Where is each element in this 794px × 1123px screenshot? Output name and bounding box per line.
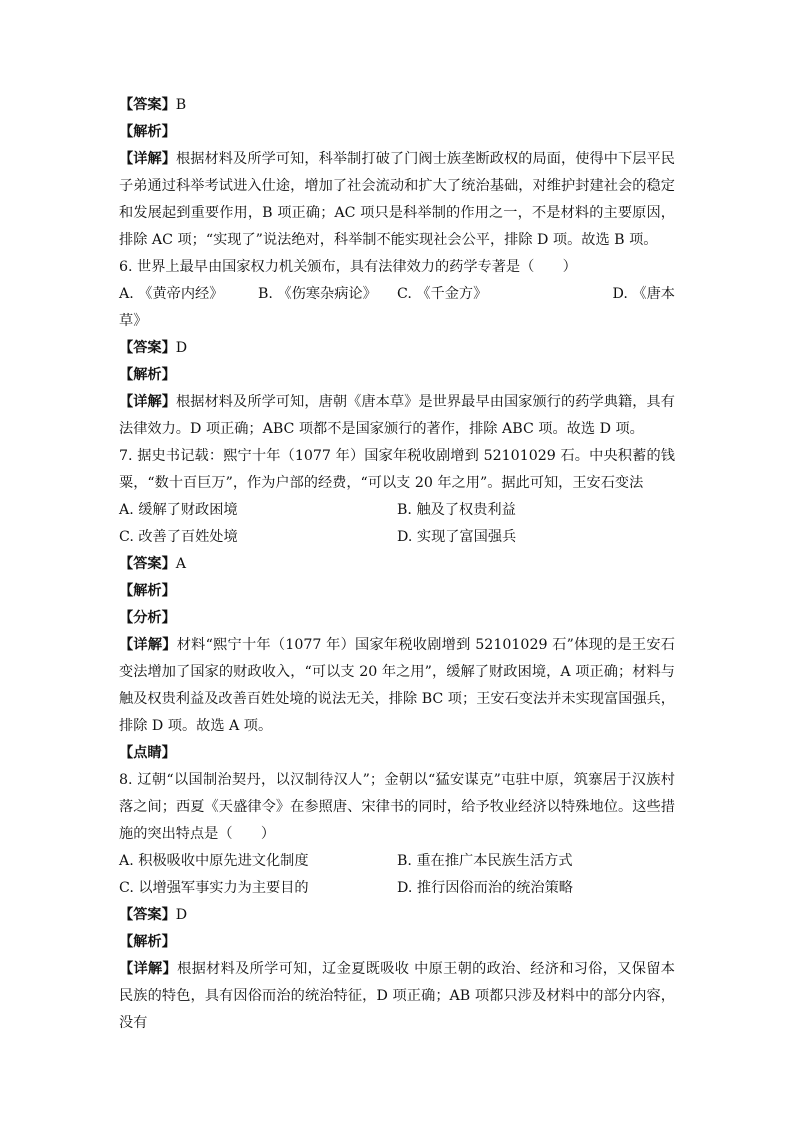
- q7-comment-label: [119, 740, 675, 767]
- q7-options-row2: [119, 524, 675, 551]
- answer-label: 【答案】: [119, 97, 176, 113]
- q6-analysis-label: [119, 362, 675, 389]
- q8-options-row1: [119, 848, 675, 875]
- q8-options-row2: [119, 875, 675, 902]
- answer-value: D: [175, 907, 188, 923]
- answer-value: B: [175, 97, 187, 113]
- option-d: D. 实现了富国强兵: [397, 529, 517, 545]
- q5-detail: [119, 146, 675, 254]
- q5-analysis-label: [119, 119, 675, 146]
- q7-analysis-label: [119, 578, 675, 605]
- q5-answer: [119, 92, 675, 119]
- option-c: C. 《千金方》: [397, 286, 488, 302]
- q6-answer: [119, 335, 675, 362]
- q8-stem: 8. 辽朝“以国制治契丹，以汉制待汉人”；金朝以“猛安谋克”屯驻中原，筑寨居于汉族村落之间；西夏《天盛律令》在参照唐、宋律书的同时，给予牧业经济以特殊地位。这些措施的突出特点是（ ）: [119, 772, 675, 842]
- answer-value: D: [175, 340, 188, 356]
- q7-options-row1: [119, 497, 675, 524]
- q6-detail: [119, 389, 675, 443]
- q7-stem: 7. 据史书记载：熙宁十年（1077 年）国家年税收剧增到 52101029 石。中央积蓄的钱粟，“数十百巨万”，作为户部的经费，“可以支 20 年之用”。据此可知，王安石变法: [119, 448, 675, 491]
- detail-text: 材料“熙宁十年（1077 年）国家年税收剧增到 52101029 石”体现的是王安石变法增加了国家的财政收入，“可以支 20 年之用”，缓解了财政困境，A 项正确；材料与触及权贵利益及改善百姓处境的说法无关，排除 BC 项；王安石变法并未实现富国强兵，排除 D 项。故选 A 项。: [119, 637, 675, 734]
- q8-detail: [119, 956, 675, 1037]
- detail-label: 【详解】: [119, 394, 177, 410]
- q6-options: [119, 281, 675, 308]
- answer-value: A: [175, 556, 187, 572]
- detail-text: 根据材料及所学可知，科举制打破了门阀士族垄断政权的局面，使得中下层平民子弟通过科举考试进入仕途，增加了社会流动和扩大了统治基础，对维护封建社会的稳定和发展起到重要作用，B 项正确；AC 项只是科举制的作用之一，不是材料的主要原因，排除 AC 项；“实现了”说法绝对，科举制不能实现社会公平，排除 D 项。故选 B 项。: [119, 151, 675, 248]
- detail-label: 【详解】: [119, 637, 177, 653]
- analyze-label: 【分析】: [119, 610, 176, 626]
- q7-analyze-label: [119, 605, 675, 632]
- option-b: B. 触及了权贵利益: [397, 502, 516, 518]
- option-d-wrap: 草》: [119, 313, 148, 329]
- option-a: A. 《黄帝内经》: [119, 286, 224, 302]
- detail-label: 【详解】: [119, 961, 178, 977]
- q7-answer: [119, 551, 675, 578]
- option-d-part1: D. 《唐本: [612, 286, 675, 302]
- q8-analysis-label: [119, 929, 675, 956]
- document-content: [119, 92, 675, 1037]
- q6-stem: 6. 世界上最早由国家权力机关颁布，具有法律效力的药学专著是（ ）: [119, 259, 577, 275]
- answer-label: 【答案】: [119, 340, 176, 356]
- detail-text: 根据材料及所学可知，辽金夏既吸收 中原王朝的政治、经济和习俗，又保留本民族的特色，具有因俗而治的统治特征，D 项正确；AB 项都只涉及材料中的部分内容，没有: [119, 961, 675, 1031]
- q7-detail: [119, 632, 675, 740]
- option-c: C. 以增强军事实力为主要目的: [119, 880, 309, 896]
- detail-text: 根据材料及所学可知，唐朝《唐本草》是世界最早由国家颁行的药学典籍，具有法律效力。D 项正确；ABC 项都不是国家颁行的著作，排除 ABC 项。故选 D 项。: [119, 394, 675, 437]
- comment-label: 【点睛】: [119, 745, 176, 761]
- option-a: A. 缓解了财政困境: [119, 502, 238, 518]
- analysis-label: 【解析】: [119, 124, 176, 140]
- analysis-label: 【解析】: [119, 367, 176, 383]
- answer-label: 【答案】: [119, 556, 176, 572]
- option-d: D. 推行因俗而治的统治策略: [397, 880, 573, 896]
- analysis-label: 【解析】: [119, 583, 176, 599]
- answer-label: 【答案】: [119, 907, 176, 923]
- option-a: A. 积极吸收中原先进文化制度: [119, 853, 309, 869]
- q8-answer: [119, 902, 675, 929]
- analysis-label: 【解析】: [119, 934, 176, 950]
- option-b: B. 重在推广本民族生活方式: [397, 853, 573, 869]
- option-b: B. 《伤寒杂病论》: [258, 286, 377, 302]
- detail-label: 【详解】: [119, 151, 177, 167]
- option-c: C. 改善了百姓处境: [119, 529, 238, 545]
